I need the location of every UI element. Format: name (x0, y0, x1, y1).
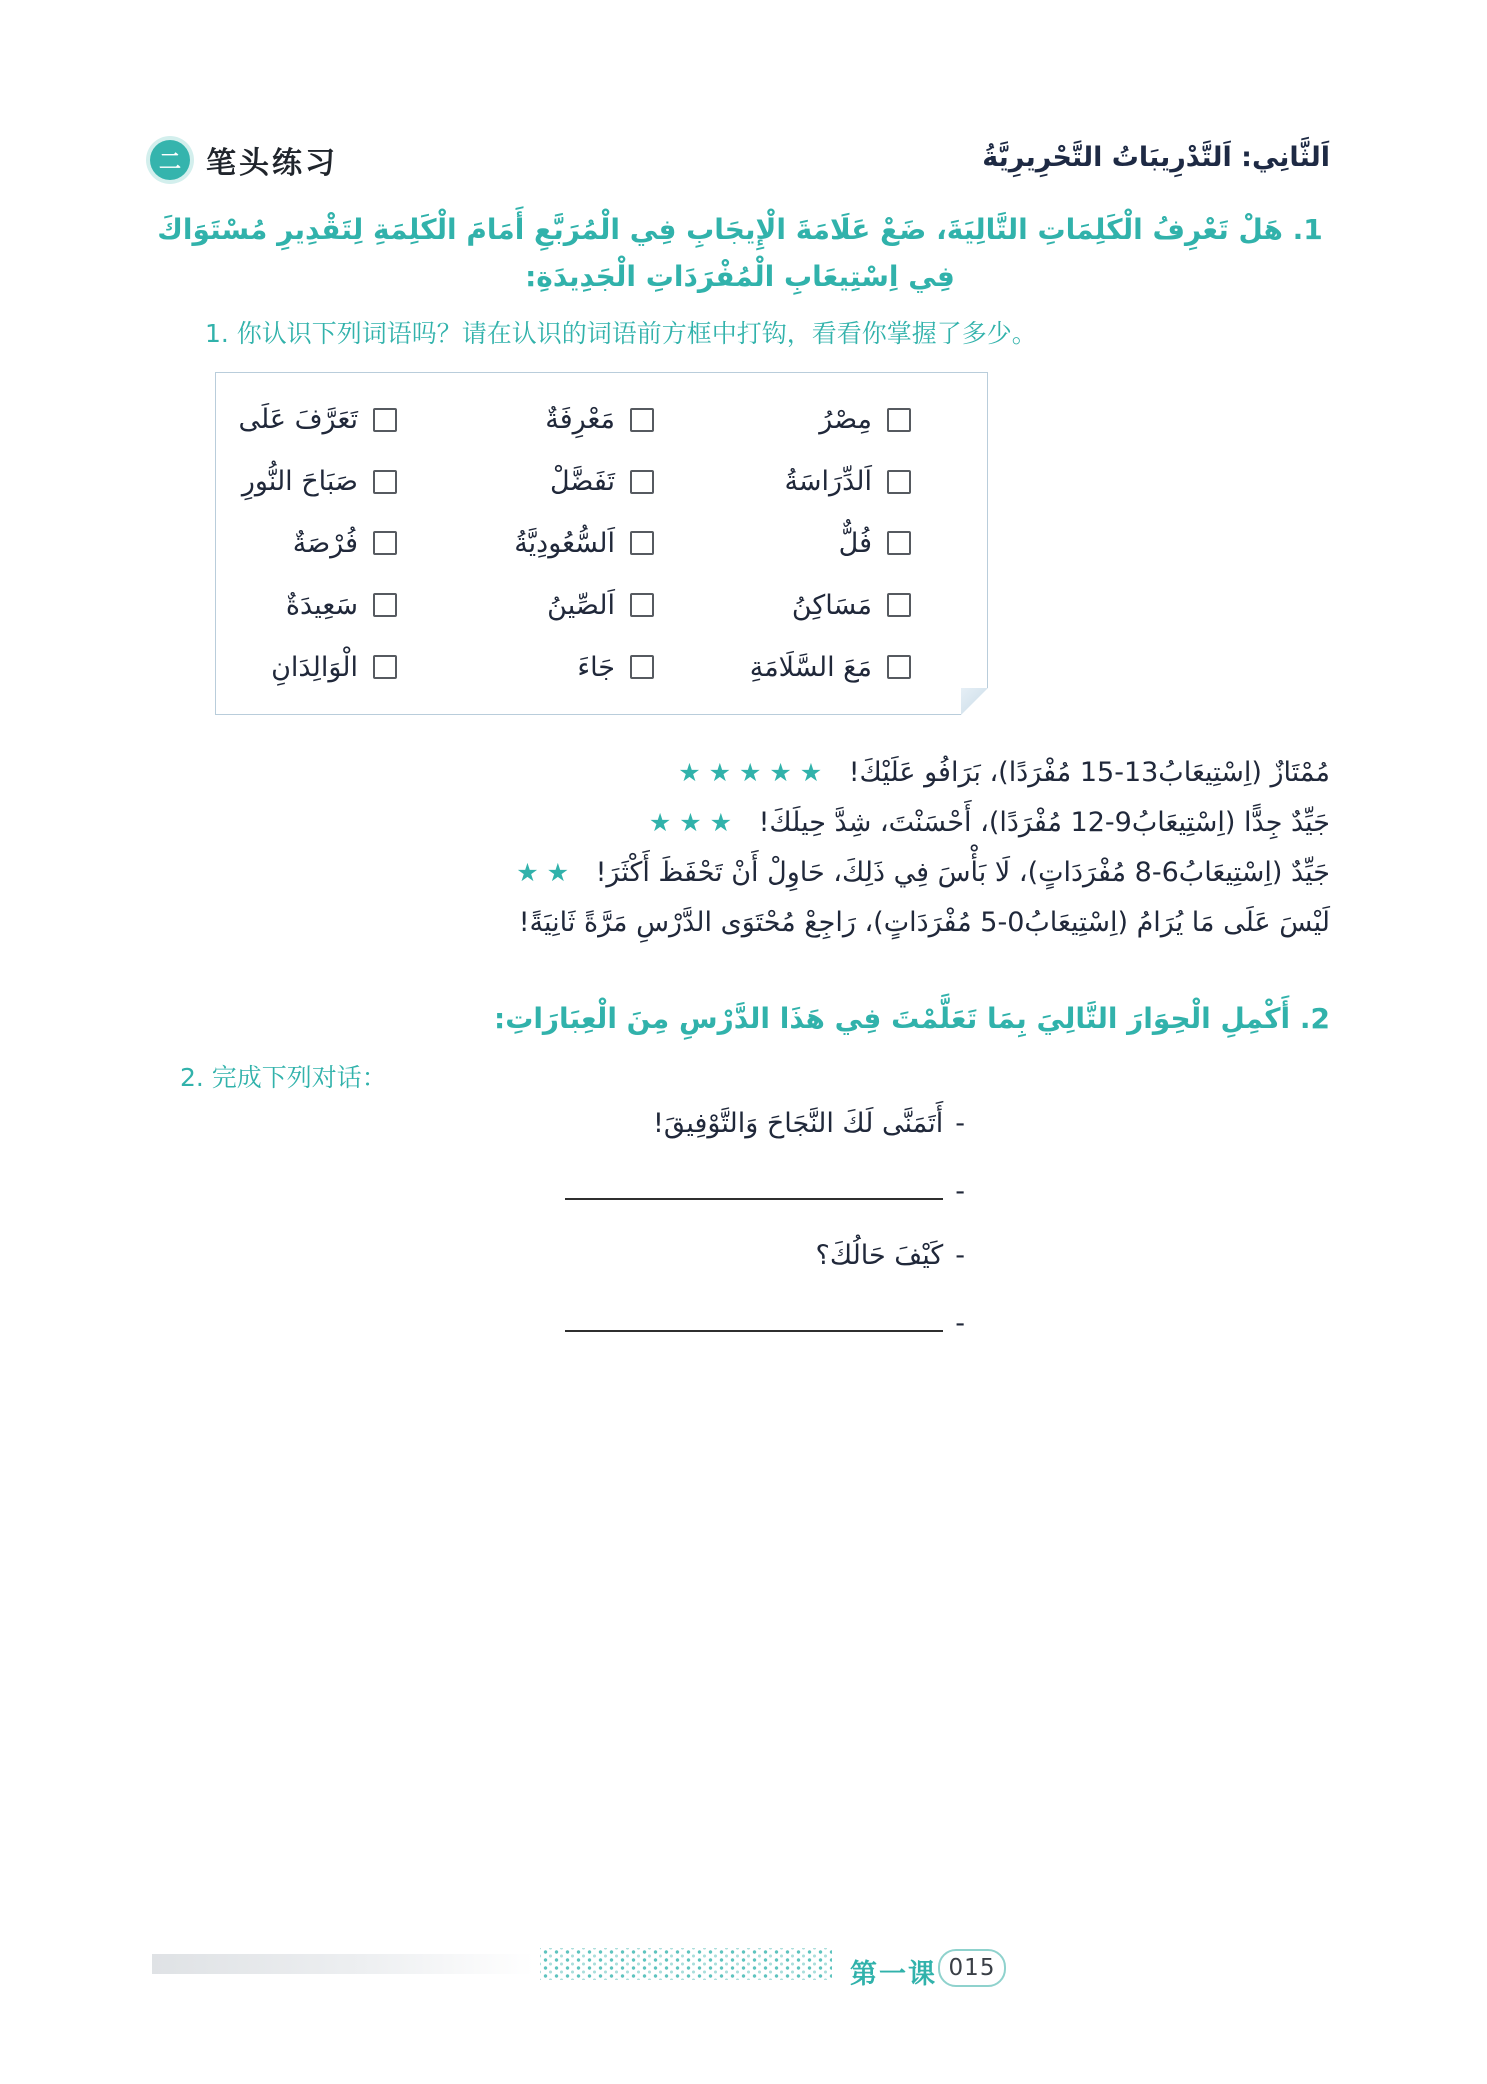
vocabulary-checklist-box (215, 372, 988, 715)
word-checkbox[interactable] (630, 408, 654, 432)
answer-blank[interactable] (565, 1174, 943, 1200)
word-label: مَعَ السَّلَامَةِ (749, 651, 872, 683)
dialogue-dash: - (955, 1308, 965, 1339)
word-checkbox[interactable] (887, 593, 911, 617)
exercise2-instruction-arabic: 2. أَكْمِلِ الْحِوَارَ التَّالِيَ بِمَا تَعَلَّمْتَ فِي هَذَا الدَّرْسِ مِنَ الْعِبَارَاتِ: (494, 1002, 1330, 1035)
word-checkbox[interactable] (373, 531, 397, 555)
word-label: فُرْصَةٌ (292, 527, 358, 559)
word-label: جَاءَ (577, 651, 615, 683)
dialogue-dash: - (955, 1176, 965, 1207)
rating-text: لَيْسَ عَلَى مَا يُرَامُ (اِسْتِيعَابُ0-5 مُفْرَدَاتٍ)، رَاجِعْ مُحْتَوَى الدَّرْسِ مَرَّةً ثَانِيَةً! (518, 907, 1330, 938)
dialogue-answer-row (565, 1172, 965, 1212)
folded-corner-icon (961, 688, 988, 715)
dialogue-dash: - (955, 1108, 965, 1139)
word-checkbox[interactable] (887, 655, 911, 679)
section-title-arabic: اَلثَّانِي: اَلتَّدْرِيبَاتُ التَّحْرِيرِيَّةُ (982, 142, 1330, 173)
word-checkbox[interactable] (630, 470, 654, 494)
word-label: سَعِيدَةٌ (285, 589, 358, 621)
exercise1-instruction-chinese: 1. 你认识下列词语吗？请在认识的词语前方框中打钩，看看你掌握了多少。 (205, 319, 1037, 348)
word-label: الْوَالِدَانِ (271, 651, 358, 683)
dialogue-text: كَيْفَ حَالُكَ؟ (815, 1240, 944, 1271)
word-label: اَلسُّعُودِيَّةُ (514, 527, 615, 559)
word-label: تَفَضَّلْ (549, 466, 615, 498)
word-checkbox[interactable] (373, 470, 397, 494)
lesson-label: 第一课 (850, 1959, 937, 1990)
vocabulary-item (216, 451, 473, 513)
rating-line (150, 848, 1330, 898)
vocabulary-item (473, 451, 730, 513)
rating-line (150, 798, 1330, 848)
section-title-chinese: 笔头练习 (206, 146, 338, 181)
word-label: تَعَرَّفَ عَلَى (238, 404, 358, 436)
vocabulary-item (216, 574, 473, 636)
dialogue-exercise (565, 1104, 965, 1344)
word-checkbox[interactable] (887, 408, 911, 432)
star-rating-icon: ★ ★ ★ (648, 808, 732, 837)
dialogue-line (565, 1104, 965, 1144)
word-checkbox[interactable] (630, 531, 654, 555)
star-rating-icon: ★ ★ (516, 858, 570, 887)
vocabulary-grid (216, 373, 987, 714)
rating-text: جَيِّدٌ جِدًّا (اِسْتِيعَابُ9-12 مُفْرَدًا)، أَحْسَنْتَ، شِدَّ حِيلَكَ! (758, 807, 1330, 838)
section-number-badge-icon: 二 (150, 140, 190, 180)
word-label: مَعْرِفَةٌ (545, 404, 615, 436)
word-label: مِصْرُ (819, 404, 872, 436)
vocabulary-item (473, 389, 730, 451)
section-header (150, 138, 338, 182)
word-checkbox[interactable] (373, 408, 397, 432)
dialogue-line (565, 1236, 965, 1276)
word-label: اَلصِّينُ (547, 589, 615, 621)
word-checkbox[interactable] (373, 655, 397, 679)
rating-text: مُمْتَازٌ (اِسْتِيعَابُ13-15 مُفْرَدًا)، بَرَافُو عَلَيْكَ! (848, 757, 1330, 788)
dialogue-dash: - (955, 1240, 965, 1271)
vocabulary-item (730, 451, 987, 513)
vocabulary-item (473, 636, 730, 698)
vocabulary-item (730, 513, 987, 575)
page-number: 015 (948, 1955, 996, 1981)
footer-gradient-bar (152, 1954, 534, 1974)
rating-scale (150, 748, 1330, 948)
exercise2-instruction-chinese: 2. 完成下列对话： (180, 1063, 387, 1092)
dialogue-text: أَتَمَنَّى لَكَ النَّجَاحَ وَالتَّوْفِيقَ! (653, 1108, 944, 1139)
word-checkbox[interactable] (887, 470, 911, 494)
word-label: اَلدِّرَاسَةُ (784, 466, 872, 498)
vocabulary-item (730, 389, 987, 451)
rating-text: جَيِّدٌ (اِسْتِيعَابُ6-8 مُفْرَدَاتٍ)، لَا بَأْسَ فِي ذَلِكَ، حَاوِلْ أَنْ تَحْفَظَ أَكْثَرَ! (595, 857, 1330, 888)
word-checkbox[interactable] (373, 593, 397, 617)
word-checkbox[interactable] (630, 593, 654, 617)
rating-line (150, 748, 1330, 798)
page-number-badge (938, 1949, 1006, 1987)
answer-blank[interactable] (565, 1306, 943, 1332)
exercise1-instruction-arabic: 1. هَلْ تَعْرِفُ الْكَلِمَاتِ التَّالِيَةَ، ضَعْ عَلَامَةَ الْإِيجَابِ فِي الْمُرَبَّعِ أَمَامَ الْكَلِمَةِ لِتَقْدِيرِ مُسْتَوَاكَ فِي اِسْتِيعَابِ الْمُفْرَدَاتِ الْجَدِيدَةِ: (157, 213, 1323, 293)
word-checkbox[interactable] (630, 655, 654, 679)
word-label: مَسَاكِنُ (791, 589, 872, 621)
rating-line (150, 898, 1330, 948)
vocabulary-item (730, 574, 987, 636)
vocabulary-item (216, 389, 473, 451)
vocabulary-item (216, 636, 473, 698)
footer-dots-decoration (540, 1948, 832, 1980)
star-rating-icon: ★ ★ ★ ★ ★ (678, 758, 823, 787)
vocabulary-item (473, 574, 730, 636)
vocabulary-item (730, 636, 987, 698)
vocabulary-item (216, 513, 473, 575)
word-label: فُلٌّ (838, 527, 872, 559)
word-label: صَبَاحَ النُّورِ (241, 466, 358, 498)
dialogue-answer-row (565, 1304, 965, 1344)
vocabulary-item (473, 513, 730, 575)
word-checkbox[interactable] (887, 531, 911, 555)
